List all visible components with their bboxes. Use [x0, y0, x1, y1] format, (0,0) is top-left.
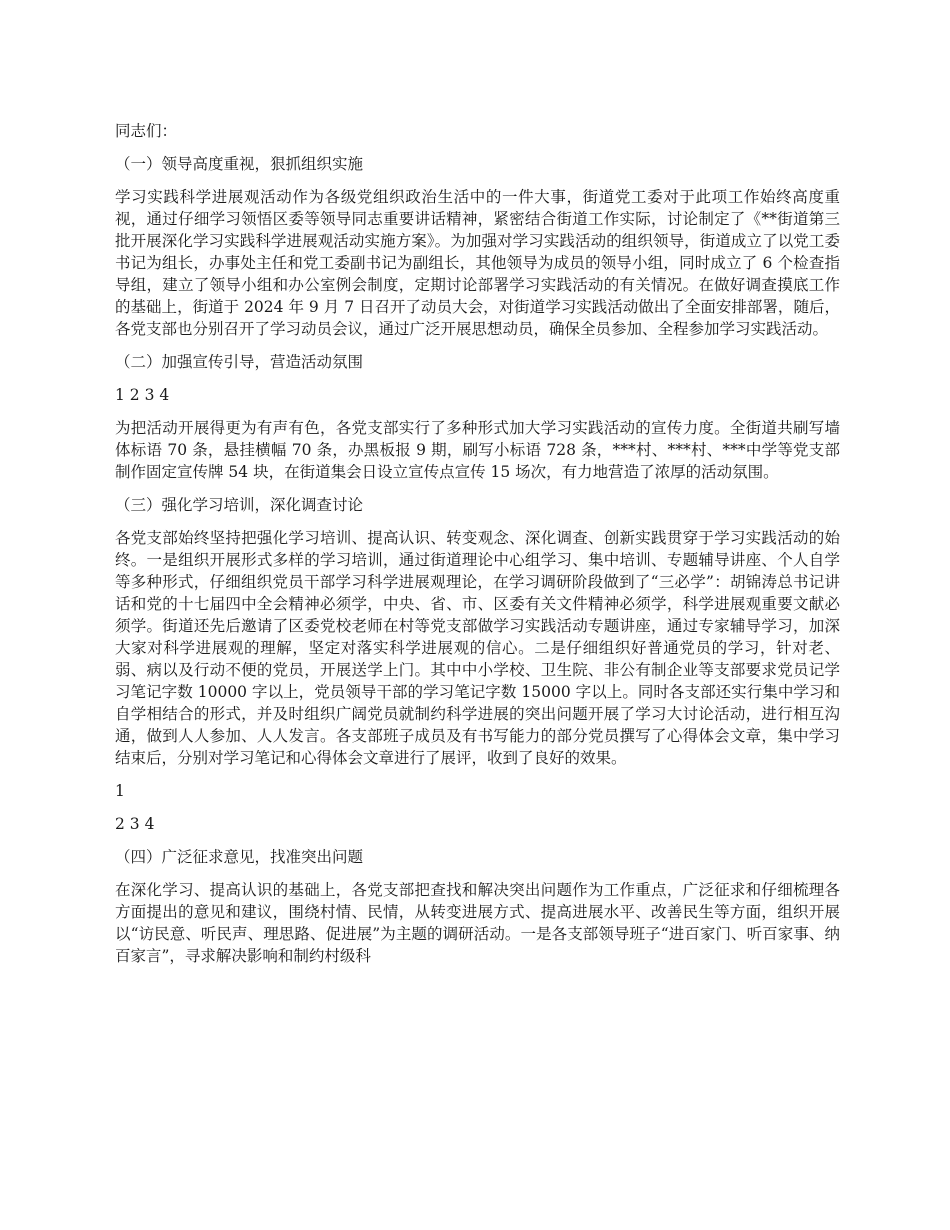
section-2-body: 为把活动开展得更为有声有色，各党支部实行了多种形式加大学习实践活动的宣传力度。全街道共刷写墙体标语 70 条，悬挂横幅 70 条，办黑板报 9 期，刷写小标语 728 条，***村、***村、***中学等党支部制作固定宣传牌 54 块，在街道集会日设立宣传点宣传 15 场次，有力地营造了浓厚的活动氛围。 [115, 419, 840, 481]
section-2-heading: （二）加强宣传引导，营造活动氛围 [115, 353, 364, 371]
section-3-heading: （三）强化学习培训，深化调查讨论 [115, 496, 364, 514]
document-page [115, 120, 840, 978]
section-1-heading: （一）领导高度重视，狠抓组织实施 [115, 155, 364, 173]
section-4-body: 在深化学习、提高认识的基础上，各党支部把查找和解决突出问题作为工作重点，广泛征求和仔细梳理各方面提出的意见和建议，围绕村情、民情，从转变进展方式、提高进展水平、改善民生等方面，组织开展以“访民意、听民声、理思路、促进展”为主题的调研活动。一是各支部领导班子“进百家门、听百家事、纳百家言”，寻求解决影响和制约村级科 [115, 881, 840, 965]
page-number: 1 [115, 782, 125, 800]
page-number-group: 2 3 4 [115, 815, 155, 833]
section-1-body: 学习实践科学进展观活动作为各级党组织政治生活中的一件大事，街道党工委对于此项工作始终高度重视，通过仔细学习领悟区委等领导同志重要讲话精神，紧密结合街道工作实际，讨论制定了《**街道第三批开展深化学习实践科学进展观活动实施方案》。为加强对学习实践活动的组织领导，街道成立了以党工委书记为组长，办事处主任和党工委副书记为副组长，其他领导为成员的领导小组，同时成立了 6 个检查指导组，建立了领导小组和办公室例会制度，定期讨论部署学习实践活动的有关情况。在做好调查摸底工作的基础上，街道于 2024 年 9 月 7 日召开了动员大会，对街道学习实践活动做出了全面安排部署，随后，各党支部也分别召开了学习动员会议，通过广泛开展思想动员，确保全员参加、全程参加学习实践活动。 [115, 188, 840, 338]
greeting: 同志们： [115, 122, 178, 140]
page-number-group: 1 2 3 4 [115, 386, 170, 404]
section-4-heading: （四）广泛征求意见，找准突出问题 [115, 848, 364, 866]
section-3-body: 各党支部始终坚持把强化学习培训、提高认识、转变观念、深化调查、创新实践贯穿于学习实践活动的始终。一是组织开展形式多样的学习培训，通过街道理论中心组学习、集中培训、专题辅导讲座、个人自学等多种形式，仔细组织党员干部学习科学进展观理论，在学习调研阶段做到了“三必学”：胡锦涛总书记讲话和党的十七届四中全会精神必须学，中央、省、市、区委有关文件精神必须学，科学进展观重要文献必须学。街道还先后邀请了区委党校老师在村等党支部做学习实践活动专题讲座，通过专家辅导学习，加深大家对科学进展观的理解，坚定对落实科学进展观的信心。二是仔细组织好普通党员的学习，针对老、弱、病以及行动不便的党员，开展送学上门。其中中小学校、卫生院、非公有制企业等支部要求党员记学习笔记字数 10000 字以上，党员领导干部的学习笔记字数 15000 字以上。同时各支部还实行集中学习和自学相结合的形式，并及时组织广阔党员就制约科学进展的突出问题开展了学习大讨论活动，进行相互沟通，做到人人参加、人人发言。各支部班子成员及有书写能力的部分党员撰写了心得体会文章，集中学习结束后，分别对学习笔记和心得体会文章进行了展评，收到了良好的效果。 [115, 529, 840, 767]
